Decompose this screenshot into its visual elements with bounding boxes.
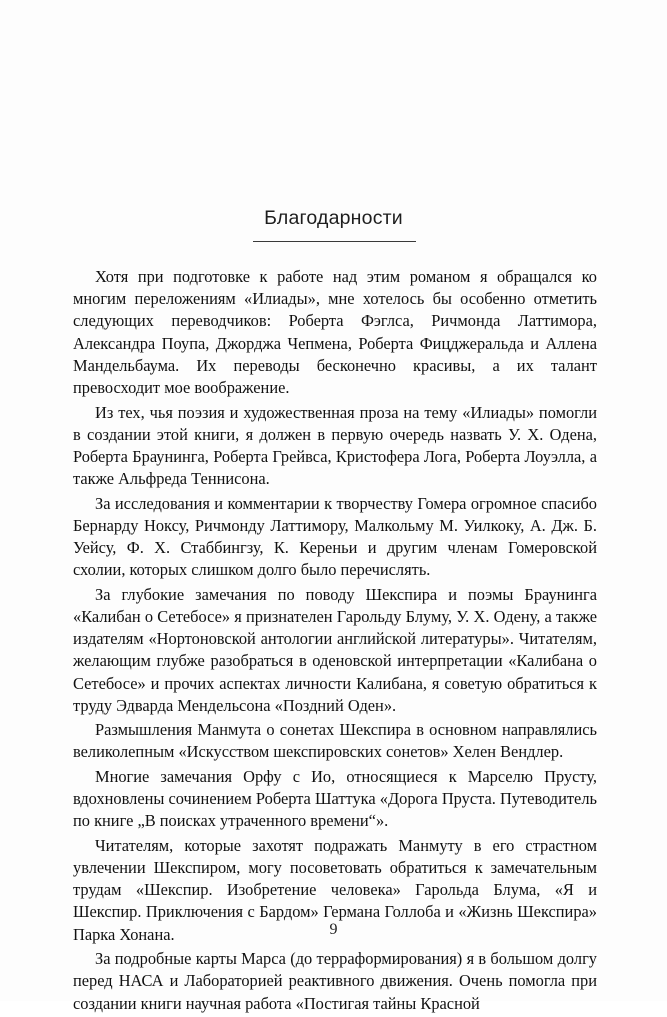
paragraph-sonnets: Размышления Манмута о сонетах Шекспира в основном направлялись великолепным «Искусством шекспировских сонетов» Хелен Вендлер. xyxy=(73,720,597,762)
page-number: 9 xyxy=(329,921,338,938)
title-underline xyxy=(253,241,416,242)
body-text xyxy=(73,266,597,1017)
paragraph-homer-scholars: За исследования и комментарии к творчеству Гомера огромное спасибо Бернарду Ноксу, Ричмонду Латтимору, Малкольму М. Уилкоку, А. Дж. Б. Уейсу, Ф. Х. Стаббингзу, К. Кереньи и другим членам Гомеровской схолии, которых слишком долго было перечислять. xyxy=(73,493,597,580)
page-title: Благодарности xyxy=(264,207,403,229)
paragraph-poets: Из тех, чья поэзия и художественная проза на тему «Илиады» помогли в создании этой книги, я должен в первую очередь назвать У. Х. Одена, Роберта Браунинга, Роберта Грейвса, Кристофера Лога, Роберта Лоуэлла, а также Альфреда Теннисона. xyxy=(73,402,597,489)
paragraph-mars-maps: За подробные карты Марса (до терраформирования) я в большом долгу перед НАСА и Лабораторией реактивного движения. Очень помогла при создании книги научная работа «Постигая тайны Красной xyxy=(73,949,597,1013)
paragraph-shakespeare-readers: Читателям, которые захотят подражать Манмуту в его страстном увлечении Шекспиром, могу посоветовать обратиться к замечательным трудам «Шекспир. Изобретение человека» Гарольда Блума, «Я и Шекспир. Приключения с Бардом» Германа Голлоба и «Жизнь Шекспира» Парка Хонана. xyxy=(73,835,597,944)
paragraph-translators: Хотя при подготовке к работе над этим романом я обращался ко многим переложениям «Илиады», мне хотелось бы особенно отметить следующих переводчиков: Роберта Фэглса, Ричмонда Латтимора, Александра Поупа, Джорджа Чепмена, Роберта Фицджеральда и Аллена Мандельбаума. Их переводы бесконечно красивы, а их талант превосходит мое воображение. xyxy=(73,267,597,398)
paragraph-proust: Многие замечания Орфу с Ио, относящиеся к Марселю Прусту, вдохновлены сочинением Роберта Шаттука «Дорога Пруста. Путеводитель по книге „В поисках утраченного времени“». xyxy=(73,766,597,831)
paragraph-shakespeare-browning: За глубокие замечания по поводу Шекспира и поэмы Браунинга «Калибан о Сетебосе» я признателен Гарольду Блуму, У. Х. Одену, а также издателям «Нортоновской антологии английской литературы». Читателям, желающим глубже разобраться в оденовской интерпретации «Калибана о Сетебосе» и прочих аспектах личности Калибана, я советую обратиться к труду Эдварда Мендельсона «Поздний Оден». xyxy=(73,584,597,715)
